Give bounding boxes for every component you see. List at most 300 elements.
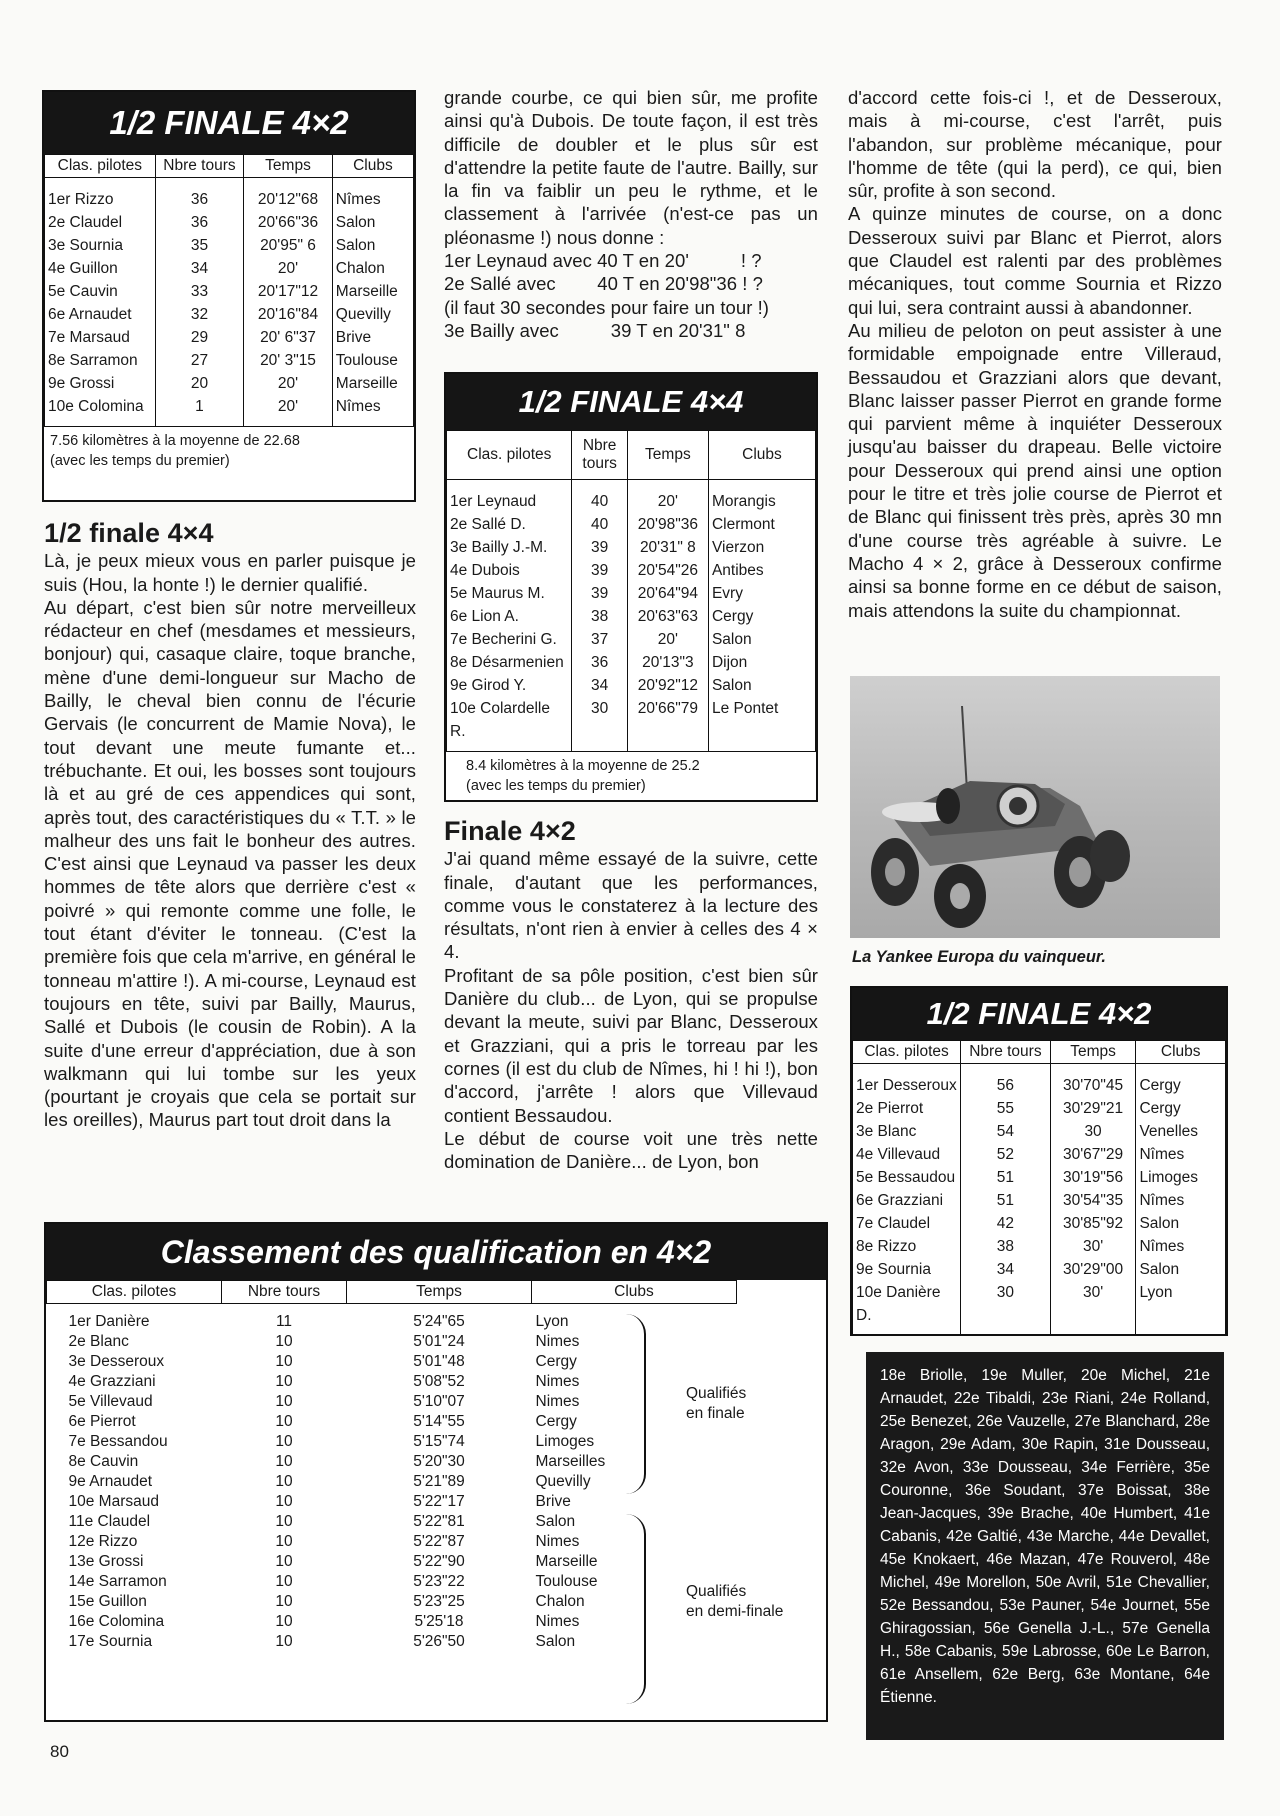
table-row	[853, 1143, 1226, 1166]
cell-pilot: 1er Danière	[68, 1313, 150, 1330]
table-row	[853, 1097, 1226, 1120]
cell-club: Chalon	[332, 257, 413, 280]
cell-time: 20'13"3	[627, 651, 708, 674]
cell-club: Nimes	[535, 1333, 580, 1350]
cell-club: Brive	[332, 326, 413, 349]
cell-time: 5'10"07	[413, 1393, 465, 1410]
paragraph: d'accord cette fois-ci !, et de Desseroux, mais à mi-course, c'est l'arrêt, puis l'abandon, sur problème mécanique, pour l'homme de tête (qui la perd), ce qui, bien sûr, profite à son second.	[848, 87, 1222, 202]
header-clubs: Clubs	[532, 1281, 737, 1304]
cell-pilot: 1er Desseroux	[853, 1064, 961, 1098]
cell-time: 5'23"25	[413, 1593, 465, 1610]
table-body	[853, 1064, 1226, 1336]
table-row	[47, 1452, 827, 1472]
table-title: 1/2 FINALE 4×2	[852, 988, 1226, 1040]
cell-pilot: 3e Bailly J.-M.	[447, 536, 572, 559]
cell-pilot: 9e Arnaudet	[68, 1473, 153, 1490]
cell-laps: 56	[961, 1064, 1051, 1098]
buggy-photo	[850, 676, 1220, 938]
cell-time: 5'08"52	[413, 1373, 465, 1390]
header-pilots: Clas. pilotes	[853, 1041, 961, 1064]
cell-time: 20'95" 6	[244, 234, 333, 257]
cell-pilot: 1er Leynaud	[447, 480, 572, 514]
cell-club: Toulouse	[332, 349, 413, 372]
cell-time: 20'	[244, 395, 333, 427]
cell-pilot: 2e Blanc	[68, 1333, 129, 1350]
paragraph: Le début de course voit une très nette domination de Danière... de Lyon, bon	[444, 1127, 818, 1173]
cell-laps: 55	[961, 1097, 1051, 1120]
cell-laps: 51	[961, 1189, 1051, 1212]
cell-pilot: 14e Sarramon	[68, 1573, 167, 1590]
results-table-half-final-4x2-c	[850, 986, 1228, 1336]
table-row	[447, 674, 816, 697]
paragraph: grande courbe, ce qui bien sûr, me profite ainsi qu'à Dubois. De toute façon, il est très difficile de doubler et le plus sûr est d'attendre la petite faute de l'autre. Bailly, sur la fin va faiblir un peu le rythme, et le classement à l'arrivée (n'est-ce pas un pléonasme !) nous donne :	[444, 87, 818, 248]
cell-pilot: 2e Sallé D.	[447, 513, 572, 536]
cell-laps: 10	[275, 1593, 293, 1610]
group-label-line: Qualifiés	[686, 1583, 747, 1600]
article-column-1	[44, 518, 416, 1132]
table-row	[47, 1304, 827, 1333]
cell-time: 5'23"22	[413, 1573, 465, 1590]
cell-club: Brive	[535, 1493, 571, 1510]
cell-pilot: 12e Rizzo	[68, 1533, 138, 1550]
footer-line: 7.56 kilomètres à la moyenne de 22.68	[50, 433, 300, 449]
cell-club: Cergy	[1136, 1064, 1226, 1098]
cell-laps: 10	[275, 1613, 293, 1630]
header-pilots: Clas. pilotes	[447, 431, 572, 480]
table-row	[853, 1281, 1226, 1336]
cell-club: Nîmes	[1136, 1235, 1226, 1258]
table-row	[45, 372, 414, 395]
paragraph: Profitant de sa pôle position, c'est bien sûr Danière du club... de Lyon, qui se propulse devant la meute, suivi par Blanc, Desseroux et Grazziani, qui a pris le torreau par les cornes (il est du club de Nîmes, hi ! hi !), bon d'accord, j'arrête ! alors que Villevaud contient Bessaudou.	[444, 964, 818, 1126]
cell-pilot: 3e Blanc	[853, 1120, 961, 1143]
cell-time: 5'21"89	[413, 1473, 465, 1490]
cell-time: 30'67"29	[1050, 1143, 1136, 1166]
cell-club: Le Pontet	[708, 697, 815, 752]
cell-club: Marseille	[332, 372, 413, 395]
cell-laps: 10	[275, 1413, 293, 1430]
cell-laps: 10	[275, 1473, 293, 1490]
table-row	[47, 1512, 827, 1532]
cell-club: Salon	[708, 628, 815, 651]
header-laps: Nbre tours	[222, 1281, 347, 1304]
results-table	[852, 1040, 1226, 1336]
cell-laps: 10	[275, 1533, 293, 1550]
cell-time: 5'22"81	[413, 1513, 465, 1530]
cell-club: Dijon	[708, 651, 815, 674]
cell-laps: 10	[275, 1373, 293, 1390]
cell-time: 20'	[244, 257, 333, 280]
table-row	[47, 1492, 827, 1512]
results-table	[44, 154, 414, 427]
cell-club: Vierzon	[708, 536, 815, 559]
cell-laps: 29	[155, 326, 244, 349]
table-row	[45, 234, 414, 257]
cell-club: Cergy	[535, 1413, 577, 1430]
table-row	[853, 1212, 1226, 1235]
table-footer	[44, 427, 414, 477]
section-heading: 1/2 finale 4×4	[44, 518, 214, 548]
cell-club: Marseilles	[535, 1453, 606, 1470]
article-column-2-top	[444, 86, 818, 342]
cell-time: 5'20"30	[413, 1453, 465, 1470]
cell-pilot: 10e Marsaud	[68, 1493, 159, 1510]
cell-pilot: 6e Arnaudet	[45, 303, 156, 326]
cell-club: Lyon	[1136, 1281, 1226, 1336]
cell-pilot: 10e Colomina	[45, 395, 156, 427]
spacer	[737, 1432, 827, 1452]
cell-laps: 11	[275, 1313, 293, 1330]
cell-laps: 10	[275, 1333, 293, 1350]
spacer	[737, 1304, 827, 1333]
cell-time: 20' 3"15	[244, 349, 333, 372]
table-body	[447, 480, 816, 752]
cell-club: Cergy	[535, 1353, 577, 1370]
cell-laps: 10	[275, 1493, 293, 1510]
table-row	[447, 513, 816, 536]
cell-club: Salon	[1136, 1212, 1226, 1235]
table-row	[447, 559, 816, 582]
table-row	[853, 1064, 1226, 1098]
cell-time: 20'66"36	[244, 211, 333, 234]
results-table-half-final-4x4	[444, 372, 818, 802]
header-laps: Nbre tours	[155, 155, 244, 178]
table-row	[45, 211, 414, 234]
cell-time: 20'64"94	[627, 582, 708, 605]
cell-laps: 10	[275, 1433, 293, 1450]
table-row	[853, 1258, 1226, 1281]
cell-laps: 34	[572, 674, 627, 697]
cell-laps: 10	[275, 1553, 293, 1570]
table-row	[45, 349, 414, 372]
cell-laps: 35	[155, 234, 244, 257]
spacer	[737, 1392, 827, 1412]
cell-laps: 10	[275, 1353, 293, 1370]
cell-pilot: 6e Pierrot	[68, 1413, 136, 1430]
cell-pilot: 9e Sournia	[853, 1258, 961, 1281]
cell-laps: 54	[961, 1120, 1051, 1143]
cell-pilot: 3e Sournia	[45, 234, 156, 257]
footer-line: (avec les temps du premier)	[466, 778, 646, 794]
header-laps: Nbre tours	[961, 1041, 1051, 1064]
header-time: Temps	[1050, 1041, 1136, 1064]
header-clubs: Clubs	[708, 431, 815, 480]
cell-time: 5'25'18	[414, 1613, 464, 1630]
cell-laps: 40	[572, 513, 627, 536]
table-row	[447, 697, 816, 752]
table-row	[447, 651, 816, 674]
cell-laps: 32	[155, 303, 244, 326]
cell-pilot: 10e Colardelle R.	[447, 697, 572, 752]
group-label-line: Qualifiés	[686, 1385, 747, 1402]
group-label-line: en finale	[686, 1405, 745, 1422]
cell-time: 5'15"74	[413, 1433, 465, 1450]
paragraph: A quinze minutes de course, on a donc Desseroux suivi par Blanc et Pierrot, alors que Claudel est ralenti par des problèmes mécaniques, tout comme Sournia et Rizzo qui lui, sera contraint aussi à abandonner.	[848, 203, 1222, 318]
cell-laps: 33	[155, 280, 244, 303]
table-body	[45, 178, 414, 427]
cell-club: Nîmes	[332, 395, 413, 427]
table-row	[447, 536, 816, 559]
group-label-final	[686, 1384, 746, 1424]
cell-pilot: 2e Pierrot	[853, 1097, 961, 1120]
cell-pilot: 13e Grossi	[68, 1553, 144, 1570]
rc-buggy-image	[850, 676, 1220, 938]
table-row	[47, 1432, 827, 1452]
cell-laps: 42	[961, 1212, 1051, 1235]
cell-time: 20'63"63	[627, 605, 708, 628]
cell-pilot: 7e Claudel	[853, 1212, 961, 1235]
cell-laps: 34	[961, 1258, 1051, 1281]
cell-club: Chalon	[535, 1593, 585, 1610]
cell-club: Salon	[708, 674, 815, 697]
spacer	[737, 1552, 827, 1572]
cell-pilot: 4e Dubois	[447, 559, 572, 582]
header-time: Temps	[244, 155, 333, 178]
table-row	[447, 480, 816, 514]
cell-laps: 36	[155, 178, 244, 212]
cell-time: 5'01"24	[413, 1333, 465, 1350]
paragraph: Au départ, c'est bien sûr notre merveilleux rédacteur en chef (mesdames et messieurs, bonjour) qui, casaque claire, toque branche, mène d'une demi-longueur sur Macho de Bailly, le cheval bien connu de l'écurie Gervais (le concurrent de Mamie Nova), le tout devant une meute fumante et... trébuchante. Et oui, les bosses sont toujours là et au gré de ces appendices qui sont, après tout, des caractéristiques du « T.T. » le malheur des uns fait le bonheur des autres. C'est ainsi que Leynaud va passer les deux hommes de tête alors que derrière c'est « poivré » qui remonte comme une folle, le tout étant d'éviter le tonneau. (C'est la première fois que cela m'arrive, en général le tonneau m'attire !). A mi-course, Leynaud est toujours en tête, suivi par Bailly, Maurus, Sallé et Dubois (le cousin de Robin). A la suite d'une erreur d'appréciation, due à son walkmann qui lui tombe sur les yeux (pourtant je croyais que cela se portait sur les oreilles), Maurus part tout droit dans la	[44, 596, 416, 1131]
group-bracket	[626, 1314, 646, 1494]
cell-laps: 52	[961, 1143, 1051, 1166]
spacer	[737, 1512, 827, 1532]
cell-time: 30'19"56	[1050, 1166, 1136, 1189]
cell-club: Salon	[1136, 1258, 1226, 1281]
cell-laps: 38	[961, 1235, 1051, 1258]
cell-pilot: 5e Villevaud	[68, 1393, 153, 1410]
cell-pilot: 7e Marsaud	[45, 326, 156, 349]
cell-laps: 37	[572, 628, 627, 651]
cell-club: Nimes	[535, 1373, 580, 1390]
cell-time: 20'16"84	[244, 303, 333, 326]
cell-laps: 30	[961, 1281, 1051, 1336]
table-row	[47, 1552, 827, 1572]
cell-pilot: 4e Guillon	[45, 257, 156, 280]
cell-club: Marseille	[332, 280, 413, 303]
cell-pilot: 9e Grossi	[45, 372, 156, 395]
cell-laps: 10	[275, 1393, 293, 1410]
cell-time: 5'22"90	[413, 1553, 465, 1570]
article-column-3	[848, 86, 1222, 622]
table-title: 1/2 FINALE 4×4	[446, 374, 816, 430]
spacer	[737, 1412, 827, 1432]
group-label-line: en demi-finale	[686, 1603, 784, 1620]
ranking-list-box: 18e Briolle, 19e Muller, 20e Michel, 21e Arnaudet, 22e Tibaldi, 23e Riani, 24e Rolland, 25e Benezet, 26e Vauzelle, 27e Blanchard, 28e Aragon, 29e Adam, 30e Rapin, 31e Dousseau, 32e Avon, 33e Dousseau, 34e Ferrière, 35e Couronne, 36e Soudant, 37e Boissat, 38e Jean-Jacques, 39e Brache, 40e Humbert, 41e Cabanis, 42e Galtié, 43e Marche, 44e Devallet, 45e Knokaert, 46e Mazan, 47e Rouverol, 48e Michel, 49e Morellon, 50e Avril, 51e Chevallier, 52e Bessandou, 53e Pauner, 54e Journet, 55e Ghiragossian, 56e Genella J.-L., 57e Genella H., 58e Cabanis, 59e Labrosse, 60e Le Barron, 61e Ansellem, 62e Berg, 63e Montane, 64e Étienne.	[866, 1352, 1224, 1740]
table-row	[853, 1166, 1226, 1189]
cell-time: 20'54"26	[627, 559, 708, 582]
table-row	[45, 280, 414, 303]
table-row	[47, 1352, 827, 1372]
cell-pilot: 6e Grazziani	[853, 1189, 961, 1212]
cell-pilot: 7e Becherini G.	[447, 628, 572, 651]
spacer	[737, 1532, 827, 1552]
results-table-half-final-4x2-a	[42, 90, 416, 502]
cell-time: 5'24"65	[413, 1313, 465, 1330]
result-line: 2e Sallé avec 40 T en 20'98"36 ! ?	[444, 273, 763, 295]
spacer	[737, 1452, 827, 1472]
cell-laps: 30	[572, 697, 627, 752]
cell-club: Nimes	[535, 1533, 580, 1550]
cell-club: Lyon	[535, 1313, 569, 1330]
cell-time: 20'	[627, 628, 708, 651]
section-heading: Finale 4×2	[444, 816, 576, 846]
cell-laps: 10	[275, 1513, 293, 1530]
qualification-table	[44, 1222, 828, 1722]
table-row	[853, 1120, 1226, 1143]
cell-laps: 51	[961, 1166, 1051, 1189]
cell-laps: 34	[155, 257, 244, 280]
cell-club: Salon	[535, 1513, 576, 1530]
cell-pilot: 8e Sarramon	[45, 349, 156, 372]
table-row	[47, 1532, 827, 1552]
cell-pilot: 8e Cauvin	[68, 1453, 139, 1470]
cell-pilot: 1er Rizzo	[45, 178, 156, 212]
spacer	[737, 1281, 827, 1304]
cell-pilot: 4e Villevaud	[853, 1143, 961, 1166]
cell-time: 30'54"35	[1050, 1189, 1136, 1212]
result-line: 3e Bailly avec 39 T en 20'31" 8	[444, 319, 746, 341]
table-row	[45, 395, 414, 427]
cell-time: 5'22"17	[413, 1493, 465, 1510]
cell-time: 20'17"12	[244, 280, 333, 303]
cell-pilot: 9e Girod Y.	[447, 674, 572, 697]
cell-time: 30'70"45	[1050, 1064, 1136, 1098]
cell-pilot: 5e Maurus M.	[447, 582, 572, 605]
cell-time: 20'	[627, 480, 708, 514]
table-row	[45, 326, 414, 349]
table-row	[447, 582, 816, 605]
cell-club: Quevilly	[535, 1473, 591, 1490]
cell-pilot: 16e Colomina	[68, 1613, 165, 1630]
table-row	[853, 1235, 1226, 1258]
group-bracket	[626, 1514, 646, 1704]
spacer	[737, 1332, 827, 1352]
cell-club: Evry	[708, 582, 815, 605]
cell-time: 5'14"55	[413, 1413, 465, 1430]
photo-caption: La Yankee Europa du vainqueur.	[852, 948, 1106, 966]
result-line: 1er Leynaud avec 40 T en 20' ! ?	[444, 250, 762, 272]
header-clubs: Clubs	[332, 155, 413, 178]
cell-time: 30	[1050, 1120, 1136, 1143]
cell-pilot: 5e Cauvin	[45, 280, 156, 303]
cell-club: Cergy	[708, 605, 815, 628]
cell-club: Limoges	[535, 1433, 595, 1450]
cell-time: 20' 6"37	[244, 326, 333, 349]
cell-club: Limoges	[1136, 1166, 1226, 1189]
header-pilots: Clas. pilotes	[47, 1281, 222, 1304]
cell-time: 30'85"92	[1050, 1212, 1136, 1235]
cell-club: Cergy	[1136, 1097, 1226, 1120]
header-pilots: Clas. pilotes	[45, 155, 156, 178]
paragraph: Au milieu de peloton on peut assister à une formidable empoignade entre Villeraud, Bessaudou et Grazziani alors que devant, Blanc laisser passer Pierrot en grande forme qui parvient même à inquiéter Desseroux jusqu'au baisser du drapeau. Belle victoire pour Desseroux qui prend ainsi une option pour le titre et très jolie course de Pierrot et de Blanc qui finissent très près, après 30 mn d'une course très agréable à suivre. Le Macho 4 × 2, grâce à Desseroux confirme ainsi sa bonne forme en ce début de saison, mais attendons la suite du championnat.	[848, 319, 1222, 621]
cell-club: Clermont	[708, 513, 815, 536]
header-clubs: Clubs	[1136, 1041, 1226, 1064]
table-title: Classement des qualification en 4×2	[46, 1224, 826, 1280]
cell-time: 20'	[244, 372, 333, 395]
cell-pilot: 15e Guillon	[68, 1593, 147, 1610]
table-title: 1/2 FINALE 4×2	[44, 92, 414, 154]
cell-laps: 38	[572, 605, 627, 628]
cell-laps: 36	[572, 651, 627, 674]
cell-time: 20'66"79	[627, 697, 708, 752]
spacer	[737, 1632, 827, 1652]
paragraph: Là, je peux mieux vous en parler puisque je suis (Hou, la honte !) le dernier qualifié.	[44, 550, 416, 595]
cell-club: Salon	[332, 211, 413, 234]
cell-pilot: 5e Bessaudou	[853, 1166, 961, 1189]
cell-pilot: 2e Claudel	[45, 211, 156, 234]
cell-laps: 39	[572, 536, 627, 559]
cell-pilot: 10e Danière D.	[853, 1281, 961, 1336]
cell-club: Salon	[535, 1633, 576, 1650]
cell-club: Nîmes	[1136, 1189, 1226, 1212]
cell-pilot: 6e Lion A.	[447, 605, 572, 628]
cell-time: 20'98"36	[627, 513, 708, 536]
cell-club: Marseille	[535, 1553, 598, 1570]
cell-laps: 40	[572, 480, 627, 514]
cell-laps: 39	[572, 559, 627, 582]
article-column-2-bottom	[444, 816, 818, 1173]
cell-laps: 39	[572, 582, 627, 605]
table-footer	[446, 752, 816, 802]
cell-laps: 10	[275, 1633, 293, 1650]
page-number: 80	[50, 1742, 69, 1761]
cell-time: 30'29"00	[1050, 1258, 1136, 1281]
cell-laps: 10	[275, 1453, 293, 1470]
cell-pilot: 11e Claudel	[68, 1513, 151, 1530]
cell-pilot: 17e Sournia	[68, 1633, 153, 1650]
cell-pilot: 8e Rizzo	[853, 1235, 961, 1258]
cell-time: 30'	[1050, 1281, 1136, 1336]
table-row	[45, 257, 414, 280]
cell-club: Morangis	[708, 480, 815, 514]
spacer	[737, 1472, 827, 1492]
cell-time: 20'31" 8	[627, 536, 708, 559]
cell-time: 5'26"50	[413, 1633, 465, 1650]
cell-club: Salon	[332, 234, 413, 257]
result-line: (il faut 30 secondes pour faire un tour !)	[444, 296, 770, 318]
cell-club: Nîmes	[1136, 1143, 1226, 1166]
cell-laps: 36	[155, 211, 244, 234]
cell-laps: 27	[155, 349, 244, 372]
cell-pilot: 7e Bessandou	[68, 1433, 168, 1450]
spacer	[737, 1492, 827, 1512]
spacer	[737, 1352, 827, 1372]
footer-line: (avec les temps du premier)	[50, 453, 230, 469]
cell-laps: 10	[275, 1573, 293, 1590]
cell-club: Nimes	[535, 1393, 580, 1410]
table-row	[45, 178, 414, 212]
cell-club: Nîmes	[332, 178, 413, 212]
cell-time: 30'29"21	[1050, 1097, 1136, 1120]
cell-club: Toulouse	[535, 1573, 598, 1590]
cell-laps: 20	[155, 372, 244, 395]
cell-time: 30'	[1050, 1235, 1136, 1258]
table-row	[45, 303, 414, 326]
header-time: Temps	[627, 431, 708, 480]
header-laps: Nbre tours	[572, 431, 627, 480]
cell-club: Venelles	[1136, 1120, 1226, 1143]
spacer	[737, 1372, 827, 1392]
cell-time: 5'22"87	[413, 1533, 465, 1550]
table-row	[447, 605, 816, 628]
paragraph: J'ai quand même essayé de la suivre, cette finale, d'autant que les performances, comme vous le constaterez à la lecture des résultats, n'ont rien à envier à celles des 4 × 4.	[444, 848, 818, 963]
table-row	[47, 1332, 827, 1352]
cell-pilot: 3e Desseroux	[68, 1353, 165, 1370]
cell-club: Quevilly	[332, 303, 413, 326]
cell-laps: 1	[155, 395, 244, 427]
footer-line: 8.4 kilomètres à la moyenne de 25.2	[466, 758, 700, 774]
table-row	[853, 1189, 1226, 1212]
cell-pilot: 4e Grazziani	[68, 1373, 156, 1390]
